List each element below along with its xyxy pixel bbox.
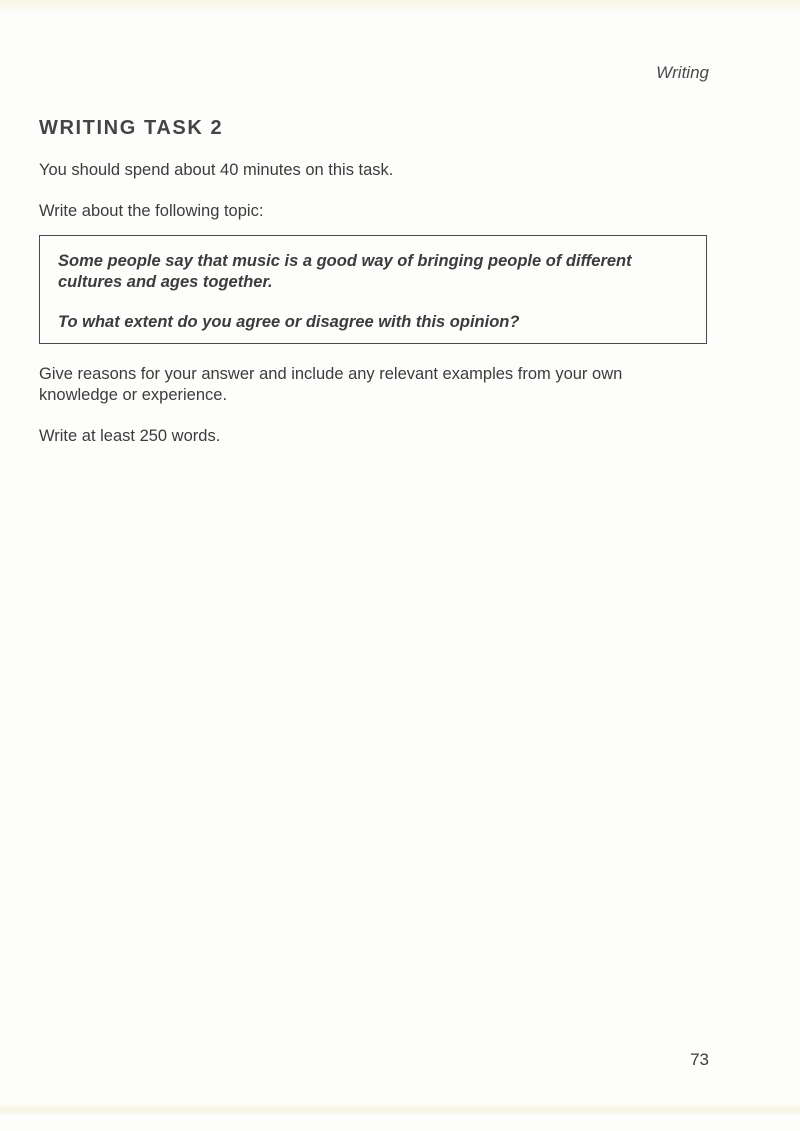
topic-question: To what extent do you agree or disagree with this opinion? xyxy=(58,313,520,331)
scan-edge-bottom xyxy=(0,1104,800,1116)
time-instruction: You should spend about 40 minutes on this task. xyxy=(39,161,394,179)
topic-instruction: Write about the following topic: xyxy=(39,202,264,220)
scan-edge-top xyxy=(0,0,800,14)
topic-statement: Some people say that music is a good way of bringing people of different cultures and ages together. xyxy=(58,252,632,291)
page-number: 73 xyxy=(690,1050,709,1069)
section-header: Writing xyxy=(656,63,709,82)
reasons-instruction: Give reasons for your answer and include any relevant examples from your own knowledge or experience. xyxy=(39,365,623,404)
length-instruction: Write at least 250 words. xyxy=(39,427,221,445)
topic-box xyxy=(39,235,707,344)
task-title: WRITING TASK 2 xyxy=(39,117,224,139)
